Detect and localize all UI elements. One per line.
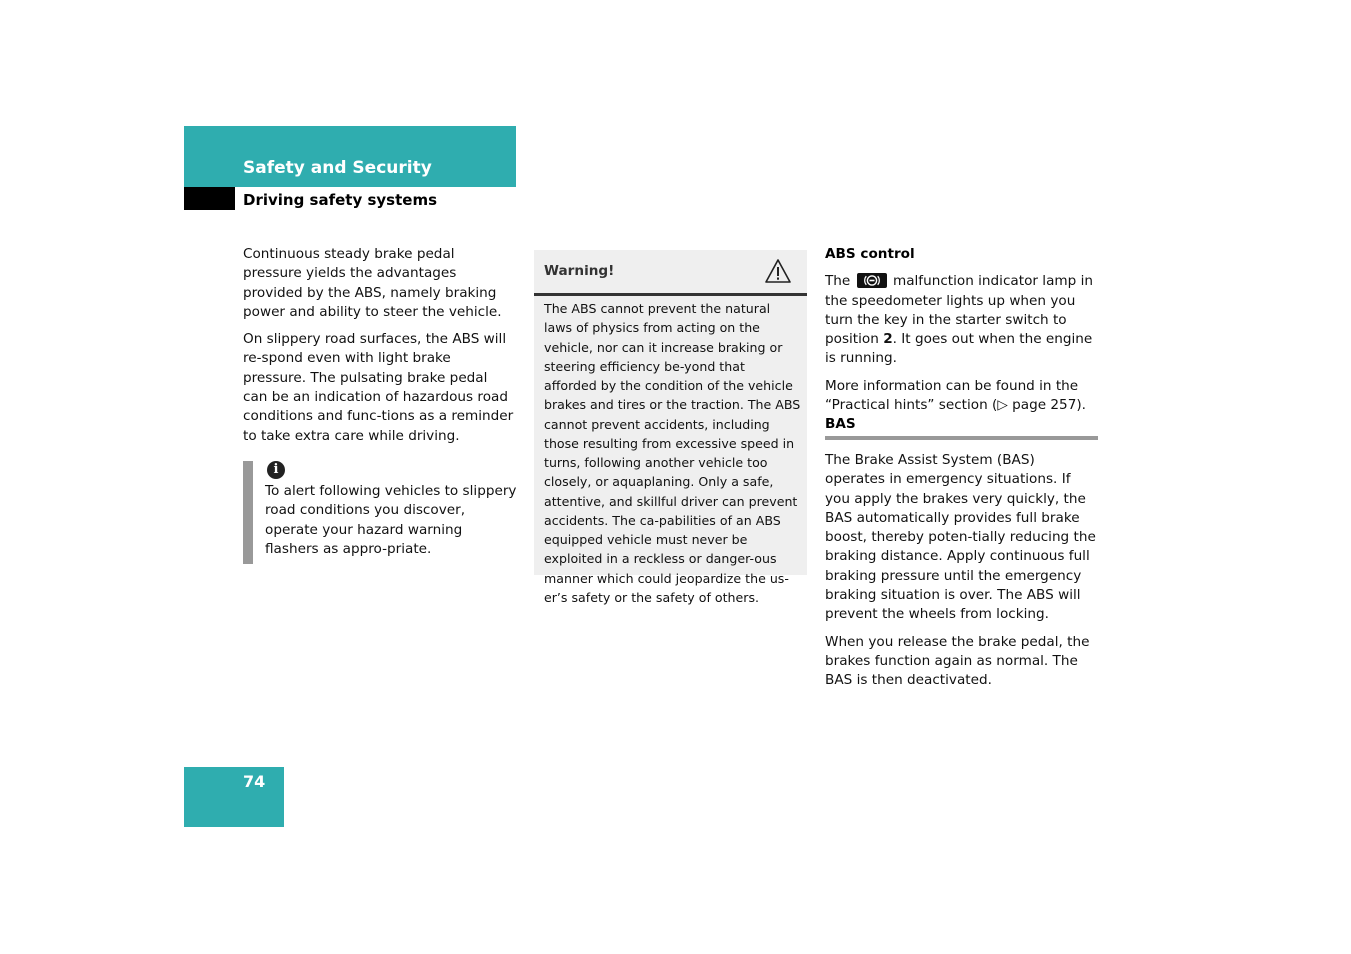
info-icon: i	[267, 461, 285, 479]
abs-text: The	[825, 273, 851, 290]
bas-rule	[825, 436, 1098, 440]
abs-paragraph-2: More information can be found in the “Practical hints” section (▷ page 257).	[825, 377, 1086, 414]
column-1	[243, 245, 516, 454]
subsection-title: Driving safety systems	[243, 191, 438, 209]
paragraph: Continuous steady brake pedal pressure yields the advantages provided by the ABS, namely braking power and ability to steer the vehicle.	[243, 246, 502, 320]
page-number-box	[184, 767, 284, 827]
column-3-abs	[825, 245, 1098, 423]
abs-text: . It goes out when the engine is running.	[825, 331, 1093, 367]
warning-title: Warning!	[544, 263, 615, 279]
bas-paragraph-2: When you release the brake pedal, the brakes function again as normal. The BAS is then deactivated.	[825, 633, 1090, 689]
info-note-text: To alert following vehicles to slippery road conditions you discover, operate your hazard warning flashers as appro-priate.	[265, 483, 517, 557]
warning-text: The ABS cannot prevent the natural laws of physics from acting on the vehicle, nor can it increase braking or steering efficiency be-yond that afforded by the condition of the vehicle brakes and tires or the traction. The ABS cannot prevent accidents, including those resulting from excessive speed in turns, following another vehicle too closely, or aquaplaning. Only a safe, attentive, and skillful driver can prevent accidents. The ca-pabilities of an ABS equipped vehicle must never be exploited in a reckless or danger-ous manner which could jeopardize the us-er’s safety or the safety of others.	[544, 301, 801, 605]
abs-paragraph-1	[825, 272, 1098, 368]
header-tab-marker	[184, 187, 235, 210]
abs-indicator-lamp-icon	[857, 273, 887, 288]
warning-rule	[534, 293, 807, 296]
abs-heading: ABS control	[825, 246, 915, 262]
info-note	[243, 461, 518, 564]
bas-paragraph-1: The Brake Assist System (BAS) operates in emergency situations. If you apply the brakes very quickly, the BAS automatically provides full brake boost, thereby poten-tially reducing the braking distance. Apply continuous full braking pressure until the emergency braking situation is over. The ABS will prevent the wheels from locking.	[825, 452, 1096, 623]
info-note-bar	[243, 461, 253, 564]
abs-text: malfunction indicator lamp in the speedometer lights up when you turn the key in the starter switch to position	[825, 273, 1094, 348]
page-number: 74	[243, 772, 266, 791]
warning-triangle-icon	[764, 258, 792, 284]
column-3-bas	[825, 451, 1098, 699]
warning-box	[534, 250, 807, 605]
bas-heading: BAS	[825, 416, 856, 432]
starter-position: 2	[883, 331, 893, 348]
section-title: Safety and Security	[243, 158, 432, 178]
paragraph: On slippery road surfaces, the ABS will re-spond even with light brake pressure. The pulsating brake pedal can be an indication of hazardous road conditions and func-tions as a reminder to take extra care while driving.	[243, 331, 514, 444]
